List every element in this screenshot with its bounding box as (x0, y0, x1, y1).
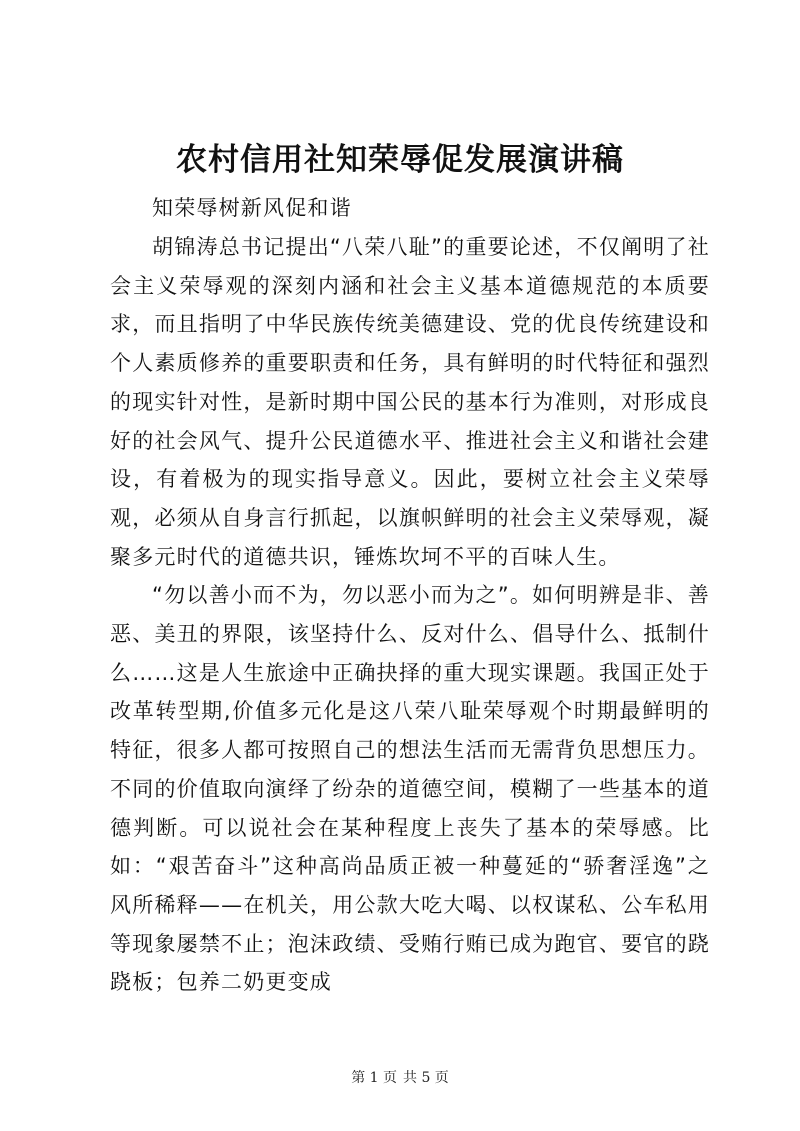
document-subtitle: 知荣辱树新风促和谐 (152, 196, 352, 220)
paragraph: 胡锦涛总书记提出“八荣八耻”的重要论述，不仅阐明了社会主义荣辱观的深刻内涵和社会主义基本道德规范的本质要求，而且指明了中华民族传统美德建设、党的优良传统建设和个人素质修养的重要职责和任务，具有鲜明的时代特征和强烈的现实针对性，是新时期中国公民的基本行为准则，对形成良好的社会风气、提升公民道德水平、推进社会主义和谐社会建设，有着极为的现实指导意义。因此，要树立社会主义荣辱观，必须从自身言行抓起，以旗帜鲜明的社会主义荣辱观，凝聚多元时代的道德共识，锤炼坎坷不平的百味人生。 (110, 235, 710, 569)
page-total: 共 5 页 (403, 1070, 449, 1086)
page-number: 第 1 页 (351, 1070, 397, 1086)
document-body (110, 188, 710, 1002)
paragraph: “勿以善小而不为，勿以恶小而为之”。如何明辨是非、善恶、美丑的界限，该坚持什么、反对什么、倡导什么、抵制什么……这是人生旅途中正确抉择的重大现实课题。我国正处于改革转型期,价值多元化是这八荣八耻荣辱观个时期最鲜明的特征，很多人都可按照自己的想法生活而无需背负思想压力。不同的价值取向演绎了纷杂的道德空间，模糊了一些基本的道德判断。可以说社会在某种程度上丧失了基本的荣辱感。比如：“艰苦奋斗”这种高尚品质正被一种蔓延的“骄奢淫逸”之风所稀释——在机关，用公款大吃大喝、以权谋私、公车私用等现象屡禁不止；泡沫政绩、受贿行贿已成为跑官、要官的跷跷板；包养二奶更变成 (110, 583, 710, 995)
page-footer (0, 1068, 800, 1088)
document-title: 农村信用社知荣辱促发展演讲稿 (176, 142, 624, 178)
